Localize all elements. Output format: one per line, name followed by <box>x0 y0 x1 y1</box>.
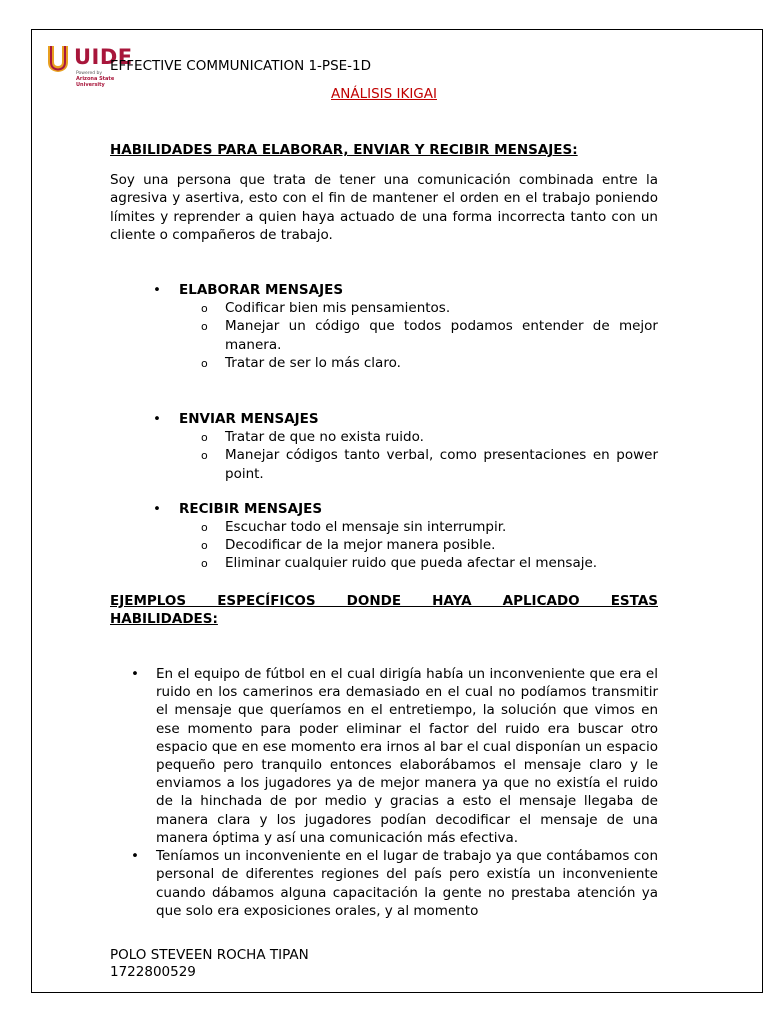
skill-group-label: ENVIAR MENSAJES <box>179 411 319 428</box>
author-name: POLO STEVEEN ROCHA TIPAN <box>110 947 309 963</box>
circle-bullet-icon: o <box>201 557 208 571</box>
skill-sublist <box>110 428 658 483</box>
circle-bullet-icon: o <box>201 521 208 535</box>
logo-university: Arizona State University <box>76 76 115 88</box>
skills-list <box>110 281 658 573</box>
list-item: o Decodificar de la mejor manera posible. <box>110 536 658 554</box>
circle-bullet-icon: o <box>201 302 208 316</box>
section2-heading-line2: HABILIDADES: <box>110 610 218 627</box>
course-header: EFFECTIVE COMMUNICATION 1-PSE-1D <box>110 58 372 74</box>
section1-paragraph: Soy una persona que trata de tener una comunicación combinada entre la agresiva y asertiva, esto con el fin de mantener el orden en el trabajo poniendo límites y reprender a quien haya actuado de una forma incorrecta tanto con un cliente o compañeros de trabajo. <box>110 172 658 243</box>
circle-bullet-icon: o <box>201 320 208 334</box>
skill-group-recibir <box>110 500 658 573</box>
document-body <box>110 141 658 920</box>
skill-sublist <box>110 299 658 372</box>
example-item: • Teníamos un inconveniente en el lugar de trabajo ya que contábamos con personal de diferentes regiones del país pero existía un inconveniente cuando dábamos alguna capacitación la gente no prestaba atención ya que solo era exposiciones orales, y al momento <box>131 848 658 919</box>
skill-group-enviar <box>110 410 658 483</box>
footer <box>110 947 309 981</box>
circle-bullet-icon: o <box>201 431 208 445</box>
bullet-icon: • <box>153 500 161 517</box>
bullet-icon: • <box>153 282 161 299</box>
logo-brand-text: UIDE <box>74 45 133 69</box>
logo-powered-by: Powered by <box>76 71 103 76</box>
circle-bullet-icon: o <box>201 539 208 553</box>
list-item: o Manejar un código que todos podamos entender de mejor manera. <box>201 318 658 353</box>
list-item: o Tratar de que no exista ruido. <box>110 428 658 446</box>
skill-sublist <box>110 518 658 573</box>
skill-group-label: RECIBIR MENSAJES <box>179 500 323 517</box>
uide-shield-icon <box>46 44 70 74</box>
list-item: o Codificar bien mis pensamientos. <box>110 299 658 317</box>
section1-heading: HABILIDADES PARA ELABORAR, ENVIAR Y RECIBIR MENSAJES: <box>110 142 578 158</box>
circle-bullet-icon: o <box>201 449 208 463</box>
circle-bullet-icon: o <box>201 356 208 370</box>
skill-group-elaborar <box>110 281 658 372</box>
bullet-icon: • <box>131 848 139 865</box>
bullet-icon: • <box>153 411 161 428</box>
section2-heading-line1: EJEMPLOS ESPECÍFICOS DONDE HAYA APLICADO ESTAS <box>110 592 658 609</box>
author-id: 1722800529 <box>110 964 196 980</box>
bullet-icon: • <box>131 666 139 683</box>
list-item: o Eliminar cualquier ruido que pueda afectar el mensaje. <box>110 554 658 572</box>
section2-heading <box>110 592 658 628</box>
examples-list <box>110 665 658 920</box>
list-item: o Manejar códigos tanto verbal, como presentaciones en power point. <box>201 447 658 482</box>
list-item: o Escuchar todo el mensaje sin interrumpir. <box>110 518 658 536</box>
skill-group-label: ELABORAR MENSAJES <box>179 282 344 299</box>
document-title: ANÁLISIS IKIGAI <box>331 86 437 102</box>
list-item: o Tratar de ser lo más claro. <box>110 354 658 372</box>
example-item: • En el equipo de fútbol en el cual dirigía había un inconveniente que era el ruido en los camerinos era demasiado en el cual no podíamos transmitir el mensaje que queríamos en el entretiempo, la solución que vimos en ese momento para poder eliminar el factor del ruido era buscar otro espacio que en ese momento era irnos al bar el cual disponían un espacio pequeño pero tranquilo entonces elaborábamos el mensaje claro y le enviamos a los jugadores ya de mejor manera ya que no existía el ruido de la hinchada de por medio y gracias a esto el mensaje llegaba de manera clara y los jugadores podían decodificar el mensaje de una manera óptima y así una comunicación más efectiva. <box>131 666 658 846</box>
